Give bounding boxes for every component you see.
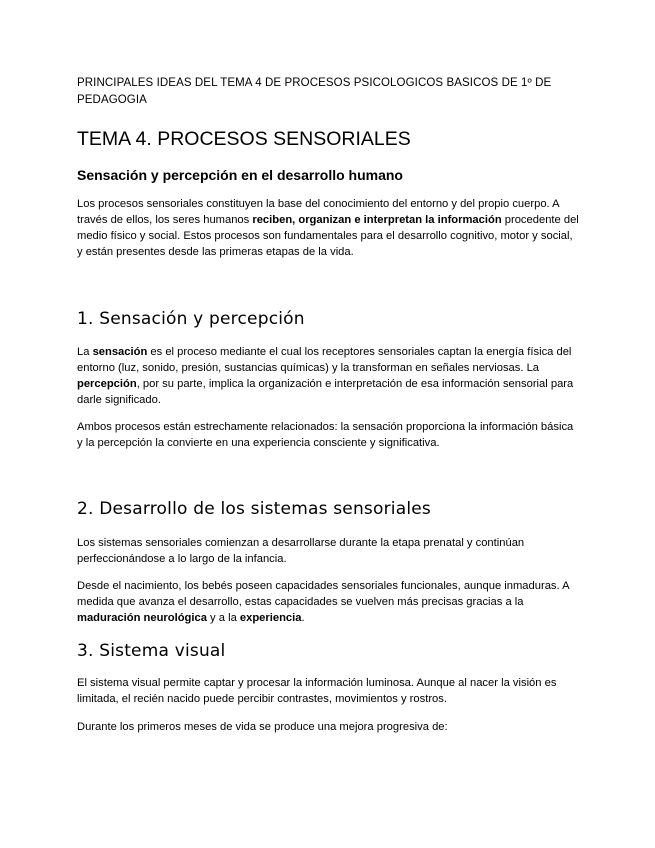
section-1-heading: 1. Sensación y percepción <box>77 309 305 329</box>
s2p2-bold-1: maduración neurológica <box>77 612 207 624</box>
section-1-paragraph-1 <box>77 344 579 408</box>
s1p1-bold-1: sensación <box>92 346 148 358</box>
s1p1-text-1: La <box>77 346 93 358</box>
section-3-heading: 3. Sistema visual <box>77 641 226 661</box>
s2p2-text-3: . <box>301 612 305 624</box>
s2p2-text-2: y a la <box>206 612 240 624</box>
section-2-paragraph-1: Los sistemas sensoriales comienzan a desarrollarse durante la etapa prenatal y continúan perfeccionándose a lo largo de la infancia. <box>77 537 525 565</box>
intro-paragraph <box>77 196 579 260</box>
section-3-paragraph-1: El sistema visual permite captar y procesar la información luminosa. Aunque al nacer la visión es limitada, el recién nacido puede percibir contrastes, movimientos y rostros. <box>77 677 557 705</box>
s1p1-text-2: es el proceso mediante el cual los receptores sensoriales captan la energía física del entorno (luz, sonido, presión, sustancias químicas) y la transforman en señales nerviosas. La <box>77 346 572 374</box>
intro-text-2: procedente del medio físico y social. Estos procesos son fundamentales para el desarrollo cognitivo, motor y social, y están presentes desde las primeras etapas de la vida. <box>77 214 579 258</box>
section-3-paragraph-2: Durante los primeros meses de vida se produce una mejora progresiva de: <box>77 721 448 733</box>
section-2-paragraph-2 <box>77 578 579 626</box>
document-header: PRINCIPALES IDEAS DEL TEMA 4 DE PROCESOS PSICOLOGICOS BASICOS DE 1º DE PEDAGOGIA <box>77 77 552 106</box>
s1p1-bold-2: percepción <box>77 378 137 390</box>
section-2-heading: 2. Desarrollo de los sistemas sensoriales <box>77 499 431 519</box>
intro-bold-1: reciben, organizan e interpretan la información <box>252 214 502 226</box>
s2p2-bold-2: experiencia <box>239 612 302 624</box>
page-title: TEMA 4. PROCESOS SENSORIALES <box>77 128 411 150</box>
section-1-paragraph-2: Ambos procesos están estrechamente relacionados: la sensación proporciona la información básica y la percepción la convierte en una experiencia consciente y significativa. <box>77 421 574 449</box>
s2p2-text-1: Desde el nacimiento, los bebés poseen capacidades sensoriales funcionales, aunque inmaduras. A medida que avanza el desarrollo, estas capacidades se vuelven más precisas gracias a la <box>77 580 569 608</box>
intro-text-1: Los procesos sensoriales constituyen la base del conocimiento del entorno y del propio cuerpo. A través de ellos, los seres humanos <box>77 198 559 226</box>
s1p1-text-3: , por su parte, implica la organización e interpretación de esa información sensorial para darle significado. <box>77 378 574 406</box>
page-subtitle: Sensación y percepción en el desarrollo humano <box>77 167 403 183</box>
